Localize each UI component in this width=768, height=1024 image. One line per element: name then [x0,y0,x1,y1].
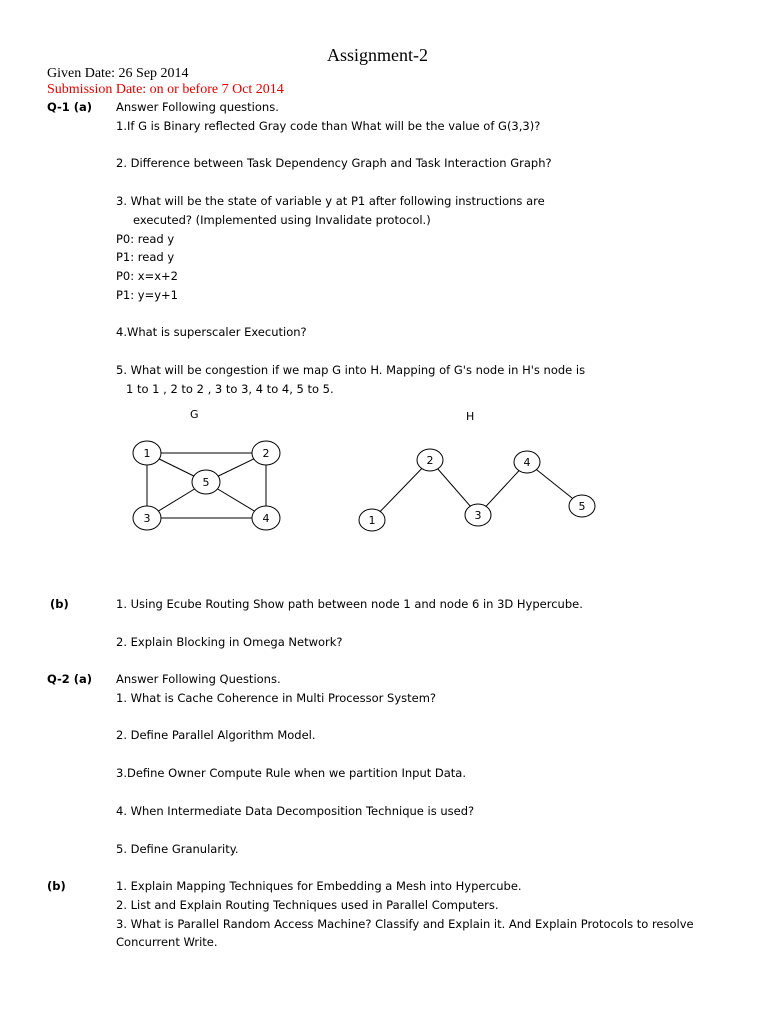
graph-g-node-label: 1 [143,447,151,460]
q2a-question-4: 4. When Intermediate Data Decomposition Technique is used? [116,804,475,818]
q1b-question-1: 1. Using Ecube Routing Show path between node 1 and node 6 in 3D Hypercube. [116,597,583,611]
graph-g-label: G [190,408,199,421]
instruction-line: P0: read y [116,232,175,246]
q1a-intro: Answer Following questions. [116,100,279,114]
instruction-line: P0: x=x+2 [116,269,178,283]
page-title: Assignment-2 [327,45,428,65]
graph-g-node-label: 3 [143,512,151,525]
q2a-question-1: 1. What is Cache Coherence in Multi Processor System? [116,691,437,705]
graph-h-node-label: 3 [474,509,482,522]
q1a-question-5-line-1: 5. What will be congestion if we map G into H. Mapping of G's node in H's node is [116,363,586,377]
q2a-question-5: 5. Define Granularity. [116,842,239,856]
instruction-line: P1: y=y+1 [116,288,178,302]
instruction-line: P1: read y [116,250,175,264]
q2b-question-3-line-2: Concurrent Write. [116,935,218,949]
graph-g-node-label: 2 [262,447,270,460]
q1a-question-5-line-2: 1 to 1 , 2 to 2 , 3 to 3, 4 to 4, 5 to 5. [126,382,334,396]
q1a-question-1: 1.If G is Binary reflected Gray code than What will be the value of G(3,3)? [116,119,541,133]
q2b-question-2: 2. List and Explain Routing Techniques used in Parallel Computers. [116,898,499,912]
q2a-question-2: 2. Define Parallel Algorithm Model. [116,728,316,742]
graph-h-node-label: 4 [523,456,531,469]
q2b-question-3-line-1: 3. What is Parallel Random Access Machine? Classify and Explain it. And Explain Protocols to resolve [116,917,694,931]
q2a-question-3: 3.Define Owner Compute Rule when we partition Input Data. [116,766,467,780]
q2b-question-1: 1. Explain Mapping Techniques for Embedding a Mesh into Hypercube. [116,879,522,893]
q1a-label: Q-1 (a) [47,100,93,114]
graph-g-node-label: 4 [262,512,270,525]
submission-date: Submission Date: on or before 7 Oct 2014 [47,82,284,97]
q1b-label: (b) [50,597,69,611]
q1a-question-2: 2. Difference between Task Dependency Graph and Task Interaction Graph? [116,156,552,170]
graph-h-edge [372,460,430,520]
q1a-question-3-line-2: executed? (Implemented using Invalidate protocol.) [133,213,431,227]
given-date: Given Date: 26 Sep 2014 [47,66,189,81]
q2a-label: Q-2 (a) [47,672,93,686]
graph-g-node-label: 5 [202,476,210,489]
graphs-figure [0,400,768,550]
q2b-label: (b) [47,879,66,893]
graph-h-node-label: 1 [368,514,376,527]
graph-h-node-label: 2 [426,454,434,467]
q1a-question-3-line-1: 3. What will be the state of variable y at P1 after following instructions are [116,194,545,208]
graph-h-label: H [466,410,475,423]
q2a-intro: Answer Following Questions. [116,672,281,686]
q1a-question-4: 4.What is superscaler Execution? [116,325,307,339]
graph-h-node-label: 5 [578,500,586,513]
q1b-question-2: 2. Explain Blocking in Omega Network? [116,635,343,649]
